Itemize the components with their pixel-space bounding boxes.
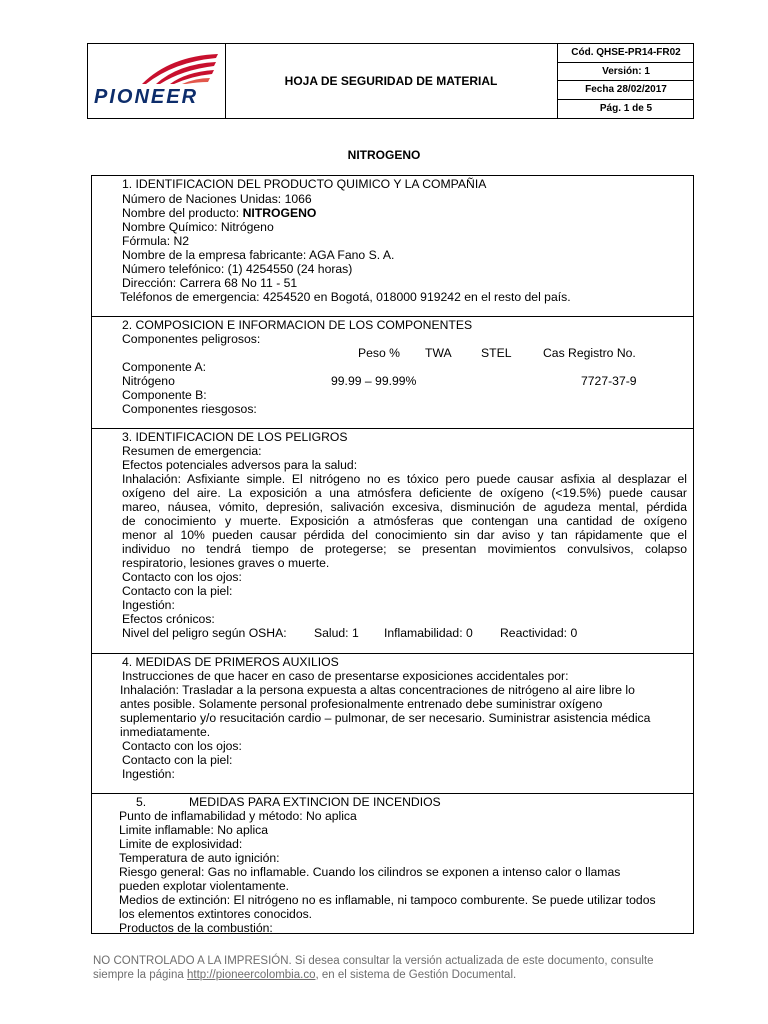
section-heading: 4. MEDIDAS DE PRIMEROS AUXILIOS <box>122 655 339 669</box>
document-header <box>87 43 694 119</box>
inhalation-line: Inhalación: Asfixiante simple. El nitrógeno no es tóxico pero puede causar asfixia al desplazar el <box>122 472 687 486</box>
inhalation-line: individuo no tendrá tiempo de protegerse; se presentan movimientos convulsivos, colapso <box>122 542 687 556</box>
first-aid-eyes: Contacto con los ojos: <box>122 739 242 753</box>
extinguishing-media: los elementos extintores conocidos. <box>119 907 313 921</box>
emergency-summary: Resumen de emergencia: <box>122 444 262 458</box>
logo-cell <box>88 44 226 118</box>
un-number: Número de Naciones Unidas: 1066 <box>122 192 312 206</box>
phone: Número telefónico: (1) 4254550 (24 horas) <box>122 262 353 276</box>
combustion-products: Productos de la combustión: <box>119 921 273 935</box>
component-a: Componente A: <box>122 360 207 374</box>
col-twa: TWA <box>425 346 452 360</box>
nitrogen-weight: 99.99 – 99.99% <box>331 374 417 388</box>
flash-point: Punto de inflamabilidad y método: No aplica <box>119 809 357 823</box>
section-heading-number: 5. <box>136 795 147 809</box>
footer-line <box>93 968 693 982</box>
inhalation-line: menor al 10% pueden causar pérdida del conocimiento sin dar aviso y tan rápidamente que el <box>122 528 687 542</box>
ingestion: Ingestión: <box>122 598 175 612</box>
section-hazards <box>91 428 694 654</box>
general-risk: pueden explotar violentamente. <box>119 879 290 893</box>
section-heading: 2. COMPOSICION E INFORMACION DE LOS COMPONENTES <box>122 318 473 332</box>
chronic-effects: Efectos crónicos: <box>122 612 215 626</box>
pioneer-logo-icon <box>140 50 220 86</box>
section-identification <box>91 175 694 317</box>
autoignition-temp: Temperatura de auto ignición: <box>119 851 280 865</box>
section-firefighting <box>91 793 694 934</box>
col-stel: STEL <box>481 346 512 360</box>
instructions: Instrucciones de que hacer en caso de presentarse exposiciones accidentales por: <box>122 669 569 683</box>
section-heading: 3. IDENTIFICACION DE LOS PELIGROS <box>122 430 348 444</box>
osha-flammability: Inflamabilidad: 0 <box>384 626 473 640</box>
flammable-limit: Limite inflamable: No aplica <box>119 823 269 837</box>
component-b: Componente B: <box>122 388 207 402</box>
first-aid-inhalation: suplementario y/o resucitación cardio – pulmonar, de ser necesario. Suministrar asistencia médica <box>120 711 651 725</box>
first-aid-inhalation: Inhalación: Trasladar a la persona expuesta a altas concentraciones de nitrógeno al aire libre lo <box>120 683 635 697</box>
footer-text: , en el sistema de Gestión Documental. <box>315 969 517 981</box>
logo-text: PIONEER <box>94 86 199 108</box>
product-name <box>122 206 316 221</box>
col-cas: Cas Registro No. <box>543 346 636 360</box>
explosive-limit: Limite de explosividad: <box>119 837 243 851</box>
hazardous-components: Componentes peligrosos: <box>122 332 261 346</box>
risky-components: Componentes riesgosos: <box>122 402 257 416</box>
section-heading: MEDIDAS PARA EXTINCION DE INCENDIOS <box>189 795 441 809</box>
footer-link[interactable]: http://pioneercolombia.co <box>186 969 316 981</box>
first-aid-skin: Contacto con la piel: <box>122 753 233 767</box>
health-effects: Efectos potenciales adversos para la salud: <box>122 458 358 472</box>
chemical-name: Nombre Químico: Nitrógeno <box>122 220 274 234</box>
section-first-aid <box>91 653 694 794</box>
product-name-value: NITROGENO <box>242 206 317 220</box>
inhalation-line: mareo, náusea, vómito, depresión, salivación excesiva, disminución de agudeza mental, pérdida <box>122 500 687 514</box>
component-nitrogen: Nitrógeno <box>122 374 175 388</box>
osha-label: Nivel del peligro según OSHA: <box>122 626 287 640</box>
address: Dirección: Carrera 68 No 11 - 51 <box>122 276 298 290</box>
extinguishing-media: Medios de extinción: El nitrógeno no es inflamable, ni tampoco comburente. Se puede utilizar todos <box>119 893 656 907</box>
footer-text: siempre la página <box>93 969 187 981</box>
form-page: Pág. 1 de 5 <box>599 103 653 115</box>
first-aid-inhalation: antes posible. Solamente personal profesionalmente entrenado debe suministrar oxígeno <box>120 697 603 711</box>
osha-reactivity: Reactividad: 0 <box>500 626 578 640</box>
section-heading: 1. IDENTIFICACION DEL PRODUCTO QUIMICO Y LA COMPAÑIA <box>122 177 487 191</box>
col-weight: Peso % <box>358 346 401 360</box>
footer-line: NO CONTROLADO A LA IMPRESIÓN. Si desea consultar la versión actualizada de este documento, consulte <box>93 955 654 967</box>
nitrogen-cas: 7727-37-9 <box>581 374 637 388</box>
first-aid-ingestion: Ingestión: <box>122 767 175 781</box>
product-name-label: Nombre del producto: <box>122 206 243 220</box>
skin-contact: Contacto con la piel: <box>122 584 233 598</box>
inhalation-line: oxígeno del aire. La exposición a una atmósfera deficiente de oxígeno (<19.5%) puede causar <box>122 486 687 500</box>
footer-disclaimer <box>93 954 693 982</box>
inhalation-line: de conocimiento y muerte. Exposición a atmósferas que contengan una cantidad de oxígeno <box>122 514 687 528</box>
document-title: NITROGENO <box>347 148 421 162</box>
first-aid-inhalation: inmediatamente. <box>120 725 211 739</box>
form-date: Fecha 28/02/2017 <box>558 81 694 100</box>
general-risk: Riesgo general: Gas no inflamable. Cuando los cilindros se exponen a intenso calor o llamas <box>119 865 621 879</box>
emergency-phones: Teléfonos de emergencia: 4254520 en Bogotá, 018000 919242 en el resto del país. <box>120 290 571 304</box>
eye-contact: Contacto con los ojos: <box>122 570 242 584</box>
osha-health: Salud: 1 <box>314 626 359 640</box>
form-title: HOJA DE SEGURIDAD DE MATERIAL <box>225 44 558 118</box>
formula: Fórmula: N2 <box>122 234 190 248</box>
manufacturer: Nombre de la empresa fabricante: AGA Fano S. A. <box>122 248 395 262</box>
inhalation-line: respiratorio, lesiones graves o muerte. <box>122 556 330 570</box>
section-composition <box>91 316 694 429</box>
form-code: Cód. QHSE-PR14-FR02 <box>558 44 694 63</box>
form-version: Versión: 1 <box>558 63 694 82</box>
